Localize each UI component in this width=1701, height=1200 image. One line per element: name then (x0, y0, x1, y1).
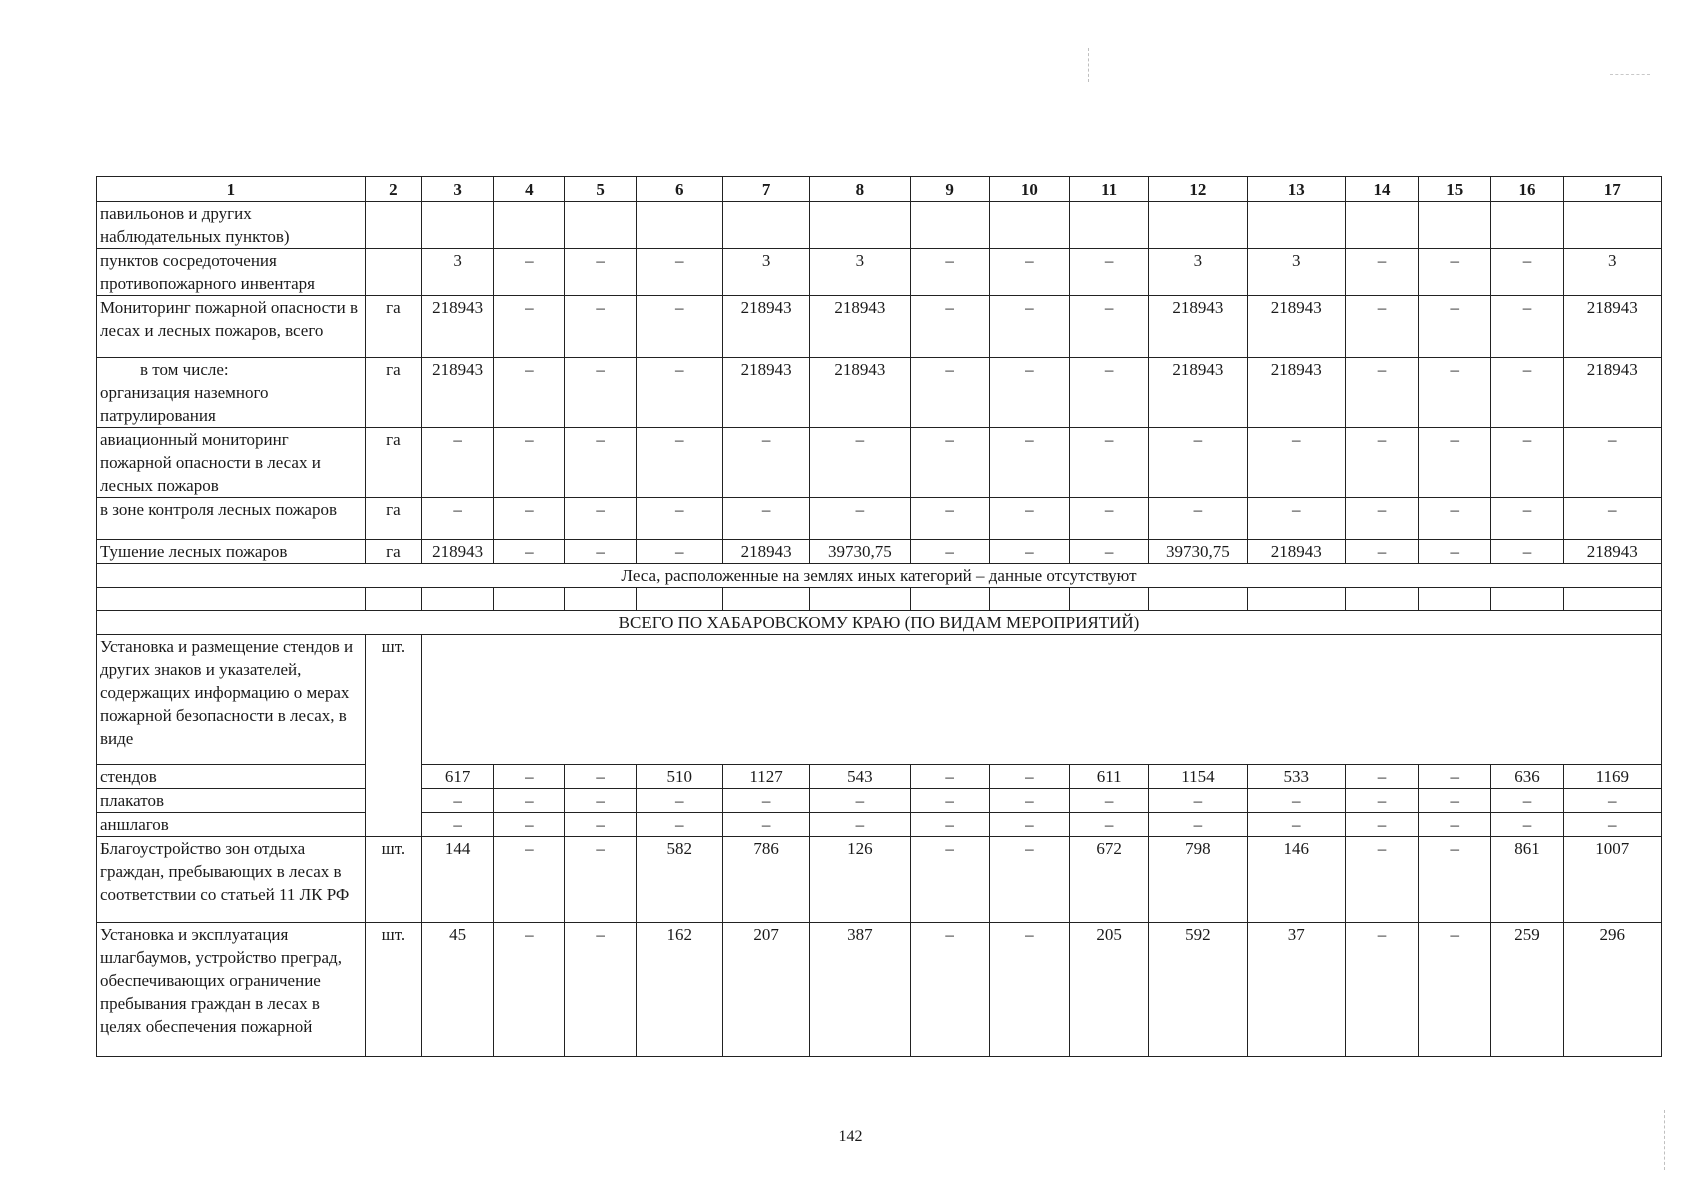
value-cell: – (494, 249, 565, 296)
empty-cell (1563, 588, 1661, 611)
scan-artifact (1088, 48, 1089, 82)
column-header-1: 1 (97, 177, 366, 202)
value-cell: – (722, 789, 809, 813)
value-cell: – (1563, 789, 1661, 813)
row-label: аншлагов (97, 813, 366, 837)
column-header-12: 12 (1149, 177, 1247, 202)
value-cell: – (1345, 296, 1418, 358)
value-cell: – (910, 813, 989, 837)
empty-cell (910, 588, 989, 611)
column-header-11: 11 (1070, 177, 1149, 202)
value-cell: – (1491, 789, 1563, 813)
empty-cell (722, 588, 809, 611)
row-label: Установка и размещение стендов и других знаков и указателей, содержащих информацию о мерах пожарной безопасности в лесах, в виде (97, 635, 366, 765)
value-cell: – (810, 428, 910, 498)
table-row (97, 296, 1662, 358)
empty-cell (1345, 588, 1418, 611)
table-row (97, 635, 1662, 765)
value-cell: 861 (1491, 837, 1563, 923)
value-cell: – (636, 296, 722, 358)
value-cell (910, 202, 989, 249)
value-cell: – (910, 765, 989, 789)
section-row-total (97, 611, 1662, 635)
value-cell: – (422, 428, 494, 498)
value-cell: 611 (1070, 765, 1149, 789)
value-cell: 387 (810, 923, 910, 1057)
value-cell (636, 202, 722, 249)
column-header-5: 5 (565, 177, 636, 202)
value-cell: 218943 (1563, 540, 1661, 564)
row-label: стендов (97, 765, 366, 789)
column-header-17: 17 (1563, 177, 1661, 202)
value-cell: – (910, 498, 989, 540)
value-cell: 636 (1491, 765, 1563, 789)
section-label-total: ВСЕГО ПО ХАБАРОВСКОМУ КРАЮ (ПО ВИДАМ МЕРОПРИЯТИЙ) (97, 611, 1662, 635)
value-cell: – (1419, 923, 1491, 1057)
value-cell: – (636, 540, 722, 564)
value-cell: – (565, 249, 636, 296)
value-cell (989, 202, 1069, 249)
row-label: в зоне контроля лесных пожаров (97, 498, 366, 540)
empty-cell (1149, 588, 1247, 611)
value-cell: 37 (1247, 923, 1345, 1057)
value-cell: – (494, 789, 565, 813)
column-header-3: 3 (422, 177, 494, 202)
value-cell: – (1345, 498, 1418, 540)
value-cell: 786 (722, 837, 809, 923)
value-cell: 207 (722, 923, 809, 1057)
value-cell: – (1491, 249, 1563, 296)
value-cell: 39730,75 (810, 540, 910, 564)
value-cell: – (565, 498, 636, 540)
value-cell: – (989, 813, 1069, 837)
page-number: 142 (838, 1128, 863, 1145)
value-cell: – (1491, 428, 1563, 498)
value-cell: 672 (1070, 837, 1149, 923)
row-label: авиационный мониторинг пожарной опасности в лесах и лесных пожаров (97, 428, 366, 498)
value-cell: 3 (810, 249, 910, 296)
value-cell: 218943 (810, 358, 910, 428)
value-cell: – (1149, 498, 1247, 540)
table-row (97, 428, 1662, 498)
table-row (97, 813, 1662, 837)
value-cell: – (494, 358, 565, 428)
value-cell: – (636, 358, 722, 428)
row-label: Благоустройство зон отдыха граждан, пребывающих в лесах в соответствии со статьей 11 ЛК РФ (97, 837, 366, 923)
value-cell: 45 (422, 923, 494, 1057)
empty-cell (810, 588, 910, 611)
stands-group-rows (97, 635, 1662, 837)
value-cell: – (1491, 296, 1563, 358)
column-header-4: 4 (494, 177, 565, 202)
value-cell: 3 (1247, 249, 1345, 296)
value-cell: – (989, 923, 1069, 1057)
table-row (97, 540, 1662, 564)
value-cell: 582 (636, 837, 722, 923)
value-cell: 510 (636, 765, 722, 789)
empty-cell (494, 588, 565, 611)
value-cell: – (636, 813, 722, 837)
value-cell: – (1345, 837, 1418, 923)
column-header-14: 14 (1345, 177, 1418, 202)
value-cell: – (989, 498, 1069, 540)
value-cell: 218943 (422, 540, 494, 564)
value-cell: – (494, 923, 565, 1057)
blank-span-cell (422, 635, 1662, 765)
value-cell: – (989, 765, 1069, 789)
value-cell: – (1070, 249, 1149, 296)
value-cell: – (1419, 249, 1491, 296)
value-cell (722, 202, 809, 249)
improvement-rows (97, 837, 1662, 1057)
value-cell: – (722, 813, 809, 837)
value-cell: – (910, 428, 989, 498)
value-cell: 1169 (1563, 765, 1661, 789)
value-cell: – (1563, 498, 1661, 540)
value-cell: – (1149, 813, 1247, 837)
forest-fire-measures-table (96, 176, 1662, 1057)
value-cell: – (1419, 837, 1491, 923)
value-cell: – (722, 428, 809, 498)
column-number-header (97, 177, 1662, 202)
value-cell: 3 (422, 249, 494, 296)
value-cell: – (1247, 813, 1345, 837)
value-cell: – (494, 428, 565, 498)
value-cell (810, 202, 910, 249)
value-cell: – (494, 498, 565, 540)
value-cell: 162 (636, 923, 722, 1057)
value-cell: 146 (1247, 837, 1345, 923)
value-cell: – (1491, 813, 1563, 837)
value-cell: – (1491, 540, 1563, 564)
value-cell: – (722, 498, 809, 540)
value-cell: 1007 (1563, 837, 1661, 923)
value-cell: 218943 (1247, 358, 1345, 428)
column-header-7: 7 (722, 177, 809, 202)
unit-cell: га (365, 296, 421, 358)
value-cell: – (1491, 358, 1563, 428)
value-cell: 218943 (722, 296, 809, 358)
value-cell: – (565, 813, 636, 837)
value-cell: – (1419, 765, 1491, 789)
scan-artifact (1610, 74, 1650, 75)
section-row-other-lands (97, 564, 1662, 588)
value-cell: – (422, 813, 494, 837)
value-cell: – (1070, 540, 1149, 564)
value-cell: – (565, 540, 636, 564)
value-cell: – (810, 813, 910, 837)
value-cell: 218943 (422, 358, 494, 428)
unit-cell: га (365, 540, 421, 564)
value-cell: – (1070, 428, 1149, 498)
column-header-8: 8 (810, 177, 910, 202)
value-cell: – (1345, 789, 1418, 813)
row-label: Мониторинг пожарной опасности в лесах и лесных пожаров, всего (97, 296, 366, 358)
value-cell: – (1419, 540, 1491, 564)
value-cell: – (1345, 358, 1418, 428)
empty-cell (636, 588, 722, 611)
value-cell (422, 202, 494, 249)
empty-cell (1491, 588, 1563, 611)
value-cell: – (1070, 296, 1149, 358)
value-cell: 218943 (722, 540, 809, 564)
value-cell (1563, 202, 1661, 249)
unit-cell: га (365, 498, 421, 540)
value-cell: – (1345, 249, 1418, 296)
table-row (97, 498, 1662, 540)
value-cell: – (910, 540, 989, 564)
value-cell: 218943 (722, 358, 809, 428)
value-cell: – (494, 540, 565, 564)
table-row (97, 765, 1662, 789)
value-cell: – (565, 358, 636, 428)
section-label-other-lands: Леса, расположенные на землях иных категорий – данные отсутствуют (97, 564, 1662, 588)
value-cell: 259 (1491, 923, 1563, 1057)
value-cell: – (1149, 789, 1247, 813)
value-cell: 218943 (1247, 296, 1345, 358)
value-cell (1070, 202, 1149, 249)
fire-monitoring-rows (97, 202, 1662, 564)
value-cell: – (1419, 813, 1491, 837)
value-cell: – (565, 837, 636, 923)
row-label (97, 358, 366, 428)
value-cell: 39730,75 (1149, 540, 1247, 564)
value-cell: – (1345, 923, 1418, 1057)
value-cell (565, 202, 636, 249)
value-cell: 617 (422, 765, 494, 789)
empty-cell (989, 588, 1069, 611)
value-cell: – (636, 428, 722, 498)
value-cell: 798 (1149, 837, 1247, 923)
value-cell: 126 (810, 837, 910, 923)
table-row (97, 249, 1662, 296)
empty-cell (97, 588, 366, 611)
value-cell: – (1247, 789, 1345, 813)
value-cell: – (910, 296, 989, 358)
value-cell: – (1070, 789, 1149, 813)
table-row (97, 202, 1662, 249)
unit-cell: шт. (365, 837, 421, 923)
row-label: Тушение лесных пожаров (97, 540, 366, 564)
value-cell: – (636, 789, 722, 813)
value-cell: 205 (1070, 923, 1149, 1057)
value-cell: – (1563, 813, 1661, 837)
empty-cell (422, 588, 494, 611)
value-cell: – (494, 813, 565, 837)
value-cell: – (910, 923, 989, 1057)
column-header-9: 9 (910, 177, 989, 202)
value-cell: 3 (1149, 249, 1247, 296)
unit-cell: га (365, 428, 421, 498)
value-cell: – (1070, 813, 1149, 837)
value-cell: – (565, 428, 636, 498)
value-cell: – (1419, 358, 1491, 428)
unit-cell: шт. (365, 923, 421, 1057)
value-cell: – (1419, 296, 1491, 358)
value-cell: – (494, 765, 565, 789)
row-label: Установка и эксплуатация шлагбаумов, устройство преград, обеспечивающих ограничение пребывания граждан в лесах в целях обеспечения пожарной (97, 923, 366, 1057)
value-cell (1247, 202, 1345, 249)
empty-cell (1247, 588, 1345, 611)
value-cell (1149, 202, 1247, 249)
unit-cell (365, 249, 421, 296)
value-cell: – (422, 789, 494, 813)
value-cell (1345, 202, 1418, 249)
value-cell: – (1563, 428, 1661, 498)
value-cell (1491, 202, 1563, 249)
unit-cell (365, 202, 421, 249)
value-cell: 592 (1149, 923, 1247, 1057)
value-cell: – (989, 358, 1069, 428)
value-cell: 218943 (1563, 358, 1661, 428)
table-row (97, 837, 1662, 923)
value-cell: – (989, 428, 1069, 498)
value-cell: 533 (1247, 765, 1345, 789)
column-header-15: 15 (1419, 177, 1491, 202)
value-cell: – (422, 498, 494, 540)
empty-row (97, 588, 1662, 611)
value-cell: – (1345, 540, 1418, 564)
value-cell: 218943 (810, 296, 910, 358)
value-cell: 218943 (1563, 296, 1661, 358)
value-cell: – (1419, 789, 1491, 813)
value-cell: – (910, 837, 989, 923)
value-cell: – (1070, 498, 1149, 540)
value-cell: – (565, 789, 636, 813)
empty-cell (1419, 588, 1491, 611)
table-row (97, 923, 1662, 1057)
column-header-10: 10 (989, 177, 1069, 202)
value-cell: – (636, 498, 722, 540)
value-cell (1419, 202, 1491, 249)
row-label-prefix: в том числе: (140, 360, 229, 379)
value-cell: 3 (722, 249, 809, 296)
value-cell: – (636, 249, 722, 296)
value-cell: – (1419, 498, 1491, 540)
value-cell: 144 (422, 837, 494, 923)
value-cell: – (910, 789, 989, 813)
value-cell: – (1345, 813, 1418, 837)
empty-cell (365, 588, 421, 611)
empty-cell (1070, 588, 1149, 611)
value-cell: – (910, 358, 989, 428)
value-cell: – (989, 540, 1069, 564)
value-cell: – (494, 296, 565, 358)
value-cell: 296 (1563, 923, 1661, 1057)
value-cell: – (1247, 428, 1345, 498)
value-cell: – (1345, 765, 1418, 789)
value-cell: 1154 (1149, 765, 1247, 789)
value-cell: – (565, 923, 636, 1057)
value-cell: 218943 (1149, 296, 1247, 358)
row-label: пунктов сосредоточения противопожарного инвентаря (97, 249, 366, 296)
value-cell: – (1491, 498, 1563, 540)
table-row (97, 358, 1662, 428)
value-cell: 543 (810, 765, 910, 789)
value-cell: – (989, 789, 1069, 813)
value-cell: 218943 (1149, 358, 1247, 428)
unit-cell: га (365, 358, 421, 428)
row-label: плакатов (97, 789, 366, 813)
value-cell: – (810, 498, 910, 540)
empty-cell (565, 588, 636, 611)
value-cell: – (565, 765, 636, 789)
value-cell (494, 202, 565, 249)
column-header-2: 2 (365, 177, 421, 202)
value-cell: 218943 (422, 296, 494, 358)
row-label-text: организация наземного патрулирования (100, 383, 269, 425)
column-header-6: 6 (636, 177, 722, 202)
column-header-13: 13 (1247, 177, 1345, 202)
row-label: павильонов и других наблюдательных пунктов) (97, 202, 366, 249)
table-row (97, 789, 1662, 813)
value-cell: – (1070, 358, 1149, 428)
value-cell: – (494, 837, 565, 923)
value-cell: 1127 (722, 765, 809, 789)
column-header-16: 16 (1491, 177, 1563, 202)
value-cell: 3 (1563, 249, 1661, 296)
value-cell: 218943 (1247, 540, 1345, 564)
value-cell: – (989, 296, 1069, 358)
value-cell: – (1345, 428, 1418, 498)
value-cell: – (910, 249, 989, 296)
value-cell: – (565, 296, 636, 358)
value-cell: – (1149, 428, 1247, 498)
value-cell: – (1419, 428, 1491, 498)
value-cell: – (1247, 498, 1345, 540)
value-cell: – (989, 249, 1069, 296)
unit-cell: шт. (365, 635, 421, 837)
value-cell: – (989, 837, 1069, 923)
value-cell: – (810, 789, 910, 813)
